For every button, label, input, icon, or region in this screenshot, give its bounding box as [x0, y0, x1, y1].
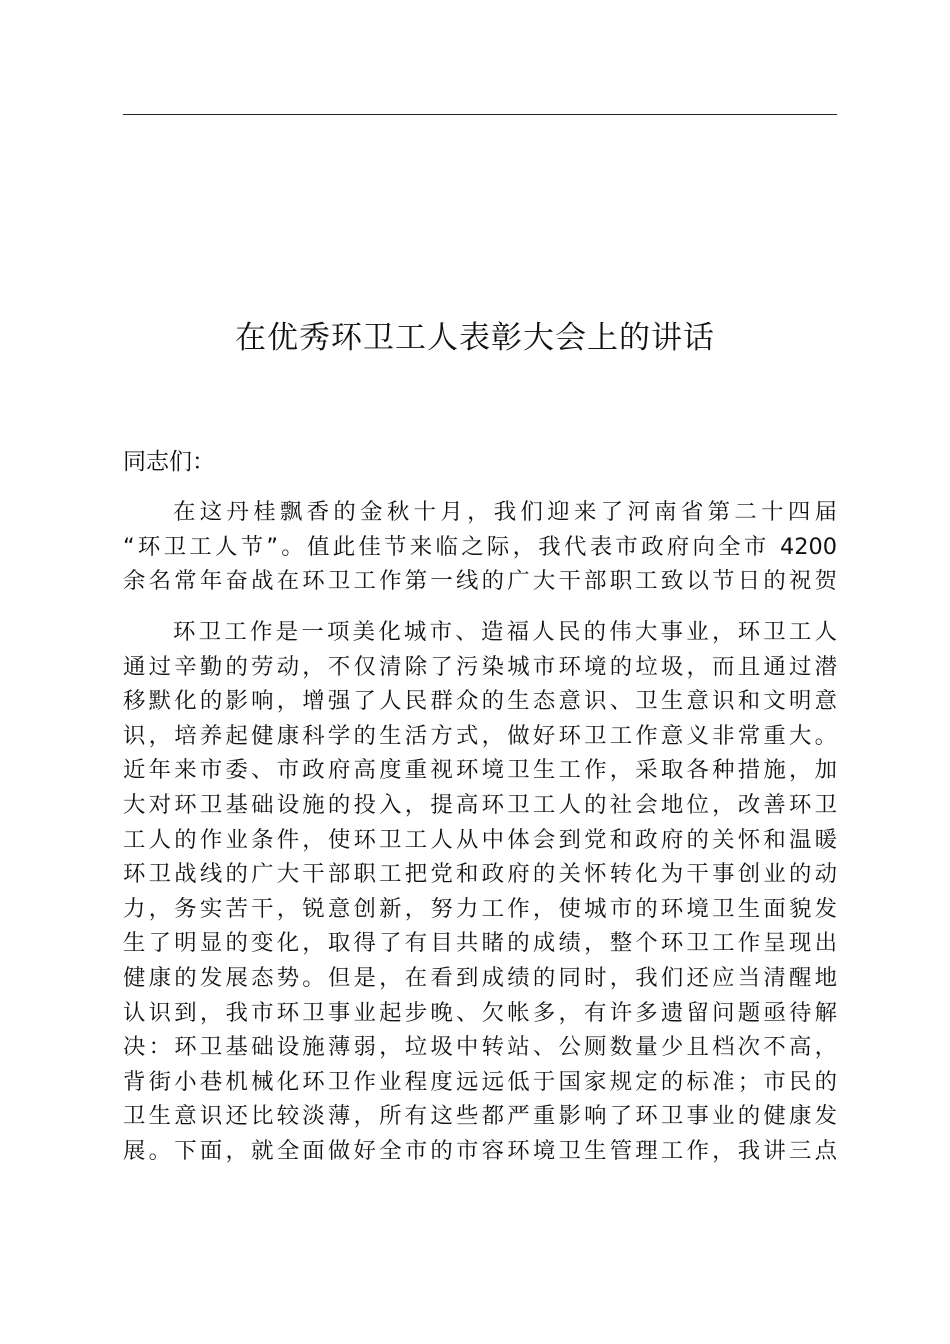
paragraph-line: 环卫战线的广大干部职工把党和政府的关怀转化为干事创业的动: [123, 861, 837, 888]
paragraph-line: 识，培养起健康科学的生活方式，做好环卫工作意义非常重大。: [123, 722, 837, 749]
paragraph-line: 通过辛勤的劳动，不仅清除了污染城市环境的垃圾，而且通过潜: [123, 653, 837, 680]
paragraph-line: 移默化的影响，增强了人民群众的生态意识、卫生意识和文明意: [123, 688, 837, 715]
paragraph-line: 认识到，我市环卫事业起步晚、欠帐多，有许多遗留问题亟待解: [123, 999, 837, 1026]
paragraph-line: 展。下面，就全面做好全市的市容环境卫生管理工作，我讲三点: [123, 1137, 837, 1164]
paragraph-2: [123, 615, 837, 1169]
paragraph-line: 在这丹桂飘香的金秋十月，我们迎来了河南省第二十四届: [173, 499, 837, 525]
paragraph-line: 近年来市委、市政府高度重视环境卫生工作，采取各种措施，加: [123, 757, 837, 784]
paragraph-line: 工人的作业条件，使环卫工人从中体会到党和政府的关怀和温暖: [123, 826, 837, 853]
paragraph-1: [123, 495, 837, 599]
paragraph-line: 环卫工作是一项美化城市、造福人民的伟大事业，环卫工人: [173, 619, 837, 645]
paragraph-line: 力，务实苦干，锐意创新，努力工作，使城市的环境卫生面貌发: [123, 895, 837, 922]
paragraph-line: “环卫工人节”。值此佳节来临之际，我代表市政府向全市 4200: [123, 533, 837, 560]
paragraph-line: 大对环卫基础设施的投入，提高环卫工人的社会地位，改善环卫: [123, 791, 837, 818]
paragraph-line: 决：环卫基础设施薄弱，垃圾中转站、公厕数量少且档次不高，: [123, 1034, 837, 1061]
header-rule: [123, 114, 837, 115]
paragraph-line: 背街小巷机械化环卫作业程度远远低于国家规定的标准；市民的: [123, 1068, 837, 1095]
document-title: 在优秀环卫工人表彰大会上的讲话: [235, 320, 715, 356]
paragraph-line: 生了明显的变化，取得了有目共睹的成绩，整个环卫工作呈现出: [123, 930, 837, 957]
paragraph-line: 健康的发展态势。但是，在看到成绩的同时，我们还应当清醒地: [123, 964, 837, 991]
paragraph-line: 余名常年奋战在环卫工作第一线的广大干部职工致以节日的祝贺: [123, 568, 837, 595]
paragraph-line: 卫生意识还比较淡薄，所有这些都严重影响了环卫事业的健康发: [123, 1103, 837, 1130]
salutation: 同志们：: [123, 449, 215, 475]
